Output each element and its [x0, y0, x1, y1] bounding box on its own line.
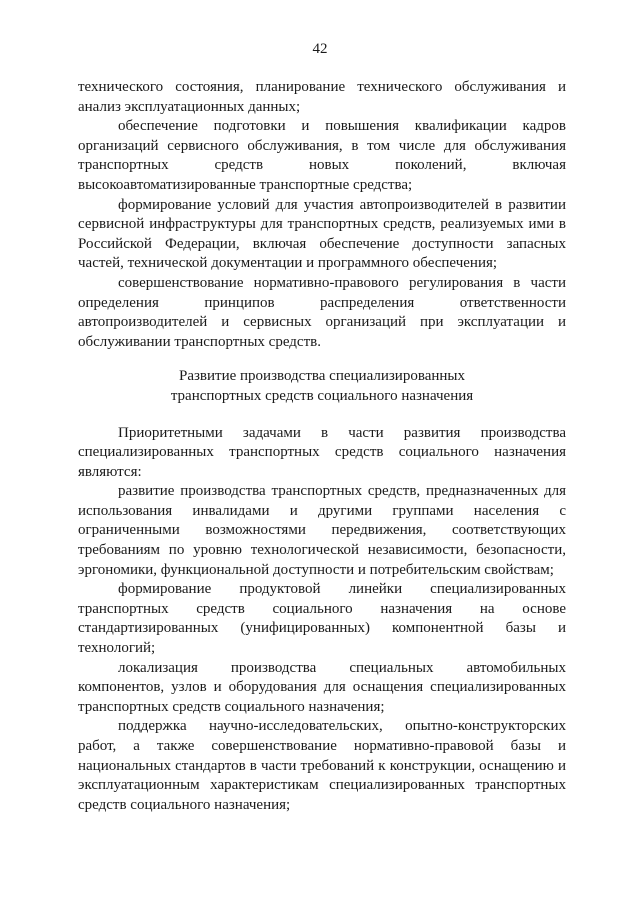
section-heading — [78, 367, 566, 406]
paragraph-product-line: формирование продуктовой линейки специализированных транспортных средств социального назначения на основе стандартизированных (унифицированных) компонентной базы и технологий; — [78, 581, 566, 657]
paragraph-production-development: развитие производства транспортных средств, предназначенных для использования инвалидами и другими группами населения с ограниченными возможностями передвижения, соответствующих требованиям по уровню технологической независимости, безопасности, эргономики, функциональной доступности и потребительским свойствам; — [78, 483, 566, 578]
paragraph-localization: локализация производства специальных автомобильных компонентов, узлов и оборудования для оснащения специализированных транспортных средств социального назначения; — [78, 659, 566, 715]
section-heading-line-2: транспортных средств социального назначения — [170, 387, 474, 404]
page-number: 42 — [312, 41, 328, 57]
paragraph-service-infrastructure: формирование условий для участия автопроизводителей в развитии сервисной инфраструктуры для транспортных средств, реализуемых ими в Российской Федерации, включая обеспечение доступности запасных частей, технической документации и программного обеспечения; — [78, 196, 566, 272]
page-content — [78, 78, 566, 815]
paragraph-priorities-intro: Приоритетными задачами в части развития производства специализированных транспортных средств социального назначения являются: — [78, 424, 566, 480]
paragraph-staff-training: обеспечение подготовки и повышения квалификации кадров организаций сервисного обслуживания, в том числе для обслуживания транспортных средств новых поколений, включая высокоавтоматизированные транспортные средства; — [78, 118, 566, 193]
paragraph-continuation: технического состояния, планирование технического обслуживания и анализ эксплуатационных данных; — [78, 79, 566, 115]
paragraph-regulation: совершенствование нормативно-правового регулирования в части определения принципов распределения ответственности автопроизводителей и сервисных организаций при эксплуатации и обслуживании транспортных средств. — [78, 274, 566, 350]
section-heading-line-1: Развитие производства специализированных — [178, 368, 466, 385]
paragraph-research-support: поддержка научно-исследовательских, опытно-конструкторских работ, а также совершенствование нормативно-правовой базы и национальных стандартов в части требований к конструкции, оснащению и эксплуатационным характеристикам специализированных транспортных средств социального назначения; — [78, 718, 566, 813]
